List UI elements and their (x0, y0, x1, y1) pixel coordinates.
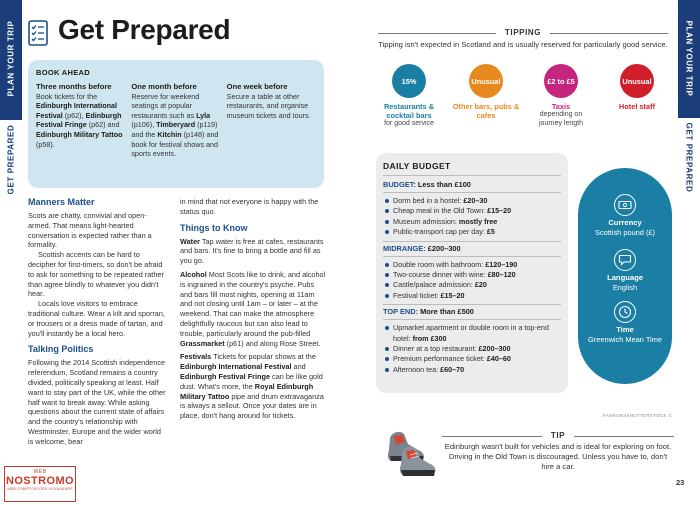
book-ahead-three-months (36, 82, 125, 159)
speech-bubble-icon (614, 249, 636, 271)
info-label: Language (607, 273, 643, 282)
budget-item-text: Dinner at a top restaurant: (393, 344, 479, 354)
tip-item-restaurants (378, 64, 440, 129)
budget-item-price: £15–20 (487, 206, 512, 216)
info-value: Scottish pound (£) (595, 228, 655, 237)
manners-paragraph-1: Scots are chatty, convivial and open-armed. That means light-hearted conversation is expected rather than a formality. (28, 211, 152, 250)
bullet-dot (385, 347, 389, 351)
tip-category: Taxis (551, 102, 571, 111)
budget-item-text: Public-transport cap per day: (393, 227, 487, 237)
bullet-dot (385, 283, 389, 287)
manners-heading: Manners Matter (28, 197, 95, 207)
right-tab-label-plan: PLAN YOUR TRIP (684, 20, 694, 97)
bullet-dot (385, 263, 389, 267)
article-column-1 (28, 197, 168, 447)
info-language (578, 249, 672, 293)
budget-item-price: £20–30 (463, 196, 488, 205)
left-side-tab (0, 0, 22, 505)
tip-badge: Unusual (469, 64, 503, 98)
budget-item-text: Upmarket apartment or double room in a top-end hotel: (393, 323, 549, 343)
book-col-bold: Edinburgh Festival Fringe (36, 110, 122, 130)
book-col-text: (p58). (36, 139, 55, 149)
article-column-2 (180, 197, 326, 421)
info-label: Time (616, 325, 634, 334)
budget-item (383, 270, 561, 280)
budget-item-text: Castle/palace admission: (393, 280, 475, 290)
book-col-title: Three months before (36, 82, 112, 91)
festivals-text: pipe and drum extravaganza is always a sellout. Once your dates are in place, don't hang around for tickets. (180, 391, 324, 421)
bullet-dot (385, 273, 389, 277)
budget-item-text: Two-course dinner with wine: (393, 270, 488, 280)
tip-item-taxis (530, 64, 592, 128)
budget-item (383, 291, 561, 301)
watermark-main: NOSTROMO (6, 475, 74, 487)
politics-continuation: in mind that not everyone is happy with the status quo. (180, 197, 319, 216)
bullet-dot (385, 357, 389, 361)
budget-item-price: £20 (474, 280, 487, 290)
budget-item (383, 344, 561, 354)
manners-paragraph-2: Scottish accents can be hard to decipher for first-timers, so don't be afraid to ask for something to be repeated rather than agree blindly to whatever you didn't hear. (28, 250, 164, 299)
budget-item (383, 217, 561, 227)
book-col-bold: Lyla (196, 110, 211, 120)
budget-tier-top-end (383, 304, 561, 320)
book-col-bold: Edinburgh Military Tattoo (36, 129, 123, 139)
budget-item (383, 196, 561, 206)
book-ahead-box (28, 60, 324, 188)
left-tab-label-plan: PLAN YOUR TRIP (6, 20, 16, 97)
hiking-shoes-image (382, 420, 438, 488)
festivals-text: can be like gold dust. What's more, the (180, 371, 323, 391)
banknote-icon (614, 194, 636, 216)
tip-badge: £2 to £5 (544, 64, 578, 98)
book-col-text: (p62), (62, 110, 86, 120)
things-heading: Things to Know (180, 222, 248, 233)
book-col-text: (p106), (131, 120, 157, 130)
water-label: Water (180, 236, 201, 246)
right-tab-label-prepared: GET PREPARED (684, 122, 694, 193)
book-col-text: (p62) and (86, 120, 120, 130)
budget-item-text: Cheap meal in the Old Town: (393, 206, 488, 216)
festivals-label: Festivals (180, 352, 212, 362)
budget-item-price: £120–190 (485, 259, 518, 269)
tier-name: MIDRANGE: (383, 243, 426, 253)
budget-item (383, 354, 561, 364)
budget-item-price: £40–60 (486, 354, 511, 364)
budget-item-price: £15–20 (440, 290, 465, 300)
budget-item-text: Premium performance ticket: (393, 354, 487, 364)
bullet-dot (385, 220, 389, 224)
budget-item-price: £5 (486, 227, 495, 237)
tier-name: BUDGET: (383, 180, 416, 189)
budget-item-price: £60–70 (440, 364, 465, 374)
tip-note: for good service (384, 120, 434, 127)
book-col-text: (p148) and book for festival shows and sports events. (131, 129, 219, 159)
tip-text: Edinburgh wasn't built for vehicles and is ideal for exploring on foot. Driving in the Old Town is discouraged. Unless you have to, don't hire a car. (444, 442, 672, 471)
budget-item-text: Dorm bed in a hostel: (393, 196, 464, 205)
budget-item-price: £80–120 (487, 270, 516, 280)
festivals-bold: Edinburgh Festival Fringe (180, 371, 271, 381)
alcohol-text: Most Scots like to drink, and alcohol is ingrained in the country's psyche. Pubs and bars fill most nights, opening at 11am and not closing until 1am – or later – at the weekend. That can make the atmosphere delightfully raucous but can also lead to trouble, particularly around the pub-filled (180, 269, 326, 338)
festivals-text: Tickets for popular shows at the (211, 352, 316, 362)
book-col-text: (p119) and the (131, 120, 218, 139)
budget-item-price: from £300 (412, 333, 447, 343)
bullet-dot (385, 230, 389, 234)
tier-name: TOP END: (383, 307, 419, 317)
watermark-top: WEB (33, 469, 47, 475)
tip-category: Other bars, pubs & cafes (452, 102, 520, 120)
festivals-paragraph (180, 352, 326, 421)
tipping-title: TIPPING (504, 28, 542, 37)
tier-value: Less than £100 (417, 180, 471, 189)
politics-heading: Talking Politics (28, 344, 94, 355)
right-side-tab (678, 0, 700, 505)
right-tab-get-prepared[interactable] (678, 118, 700, 196)
budget-item (383, 323, 561, 344)
book-col-bold: Edinburgh International Festival (36, 101, 118, 120)
budget-item-text: Festival ticket: (393, 290, 441, 300)
festivals-bold: Royal Edinburgh Military Tattoo (180, 381, 314, 401)
book-ahead-one-month (131, 82, 220, 159)
page-number: 23 (676, 478, 685, 487)
manners-paragraph-3: Locals love visitors to embrace traditional culture. Wear a kilt and sporran, or trousers or a dress made of tartan, and you'll instantly be a local hero. (28, 299, 165, 338)
water-paragraph (180, 237, 326, 266)
budget-item (383, 280, 561, 290)
bullet-dot (385, 209, 389, 213)
tip-item-hotel (606, 64, 668, 111)
tier-value: £200–300 (427, 243, 461, 253)
left-tab-get-prepared[interactable] (0, 120, 22, 200)
photo-credit: FAHRONI/SHUTTERSTOCK © (602, 413, 672, 418)
bullet-dot (385, 294, 389, 298)
book-ahead-heading: BOOK AHEAD (36, 68, 90, 77)
budget-item (383, 365, 561, 375)
tip-category: Restaurants & cocktail bars (383, 102, 435, 120)
budget-item (383, 227, 561, 237)
info-time (578, 301, 672, 345)
tip-category: Hotel staff (618, 102, 656, 111)
left-tab-label-prepared: GET PREPARED (6, 124, 16, 195)
watermark-sub: WEB COMPTOIR DES VOYAGEURS (7, 487, 73, 491)
budget-item-price: mostly free (458, 216, 498, 226)
festivals-text: and (291, 362, 306, 372)
book-col-bold: Timberyard (156, 120, 196, 130)
budget-item-price: £200–300 (478, 344, 511, 354)
budget-title: DAILY BUDGET (383, 161, 561, 176)
bullet-dot (385, 326, 389, 330)
politics-paragraph: Following the 2014 Scottish independence referendum, Scotland remains a country divided, politically speaking at least. Half want to stay part of the UK, while the other half want to break away. While asking questions about the current state of affairs and the country's relationship with Westminster, Europe and the wider world is welcome, bear (28, 358, 166, 446)
checklist-icon (28, 20, 48, 46)
page-title: Get Prepared (58, 14, 231, 45)
budget-item-text: Afternoon tea: (393, 364, 441, 374)
bullet-dot (385, 199, 389, 203)
alcohol-bold: Grassmarket (180, 338, 225, 348)
right-tab-plan-your-trip[interactable] (678, 0, 700, 118)
info-currency (578, 194, 672, 238)
budget-item (383, 260, 561, 270)
book-col-bold: Kitchin (157, 129, 182, 139)
tip-badge: 15% (392, 64, 426, 98)
clock-icon (614, 301, 636, 323)
info-value: Greenwich Mean Time (588, 335, 662, 344)
alcohol-label: Alcohol (180, 269, 207, 279)
info-value: English (612, 283, 638, 292)
tip-title: TIP (550, 431, 566, 440)
book-col-title: One week before (226, 82, 288, 91)
daily-budget-box (376, 153, 568, 393)
budget-item (383, 206, 561, 216)
tip-badge: Unusual (620, 64, 654, 98)
water-text: Tap water is free at cafes, restaurants and bars. It's fine to bring a bottle and fill as you go. (180, 236, 324, 266)
bullet-dot (385, 368, 389, 372)
budget-tier-budget (383, 180, 561, 193)
book-col-text: Book tickets for the (36, 91, 98, 101)
info-label: Currency (608, 218, 642, 227)
tipping-intro: Tipping isn't expected in Scotland and is usually reserved for particularly good service. (378, 40, 668, 49)
left-tab-plan-your-trip[interactable] (0, 0, 22, 120)
tier-value: More than £500 (420, 307, 474, 317)
quick-info-pill (578, 168, 672, 384)
budget-item-text: Museum admission: (393, 216, 459, 226)
budget-item-text: Double room with bathroom: (393, 259, 486, 269)
tip-note: depending on journey length (539, 111, 583, 127)
tip-item-bars (448, 64, 524, 120)
budget-tier-midrange (383, 241, 561, 257)
alcohol-paragraph (180, 270, 326, 348)
festivals-bold: Edinburgh International Festival (180, 362, 292, 372)
book-col-title: One month before (131, 82, 197, 91)
nostromo-watermark-logo (4, 466, 76, 502)
alcohol-text: (p61) and along Rose Street. (224, 338, 321, 348)
book-ahead-one-week (227, 82, 316, 159)
book-col-text: Reserve for weekend seatings at popular restaurants such as (131, 91, 200, 120)
book-col-text: Secure a table at other restaurants, and organise museum tickets and tours. (226, 91, 311, 120)
tipping-header (378, 28, 668, 40)
